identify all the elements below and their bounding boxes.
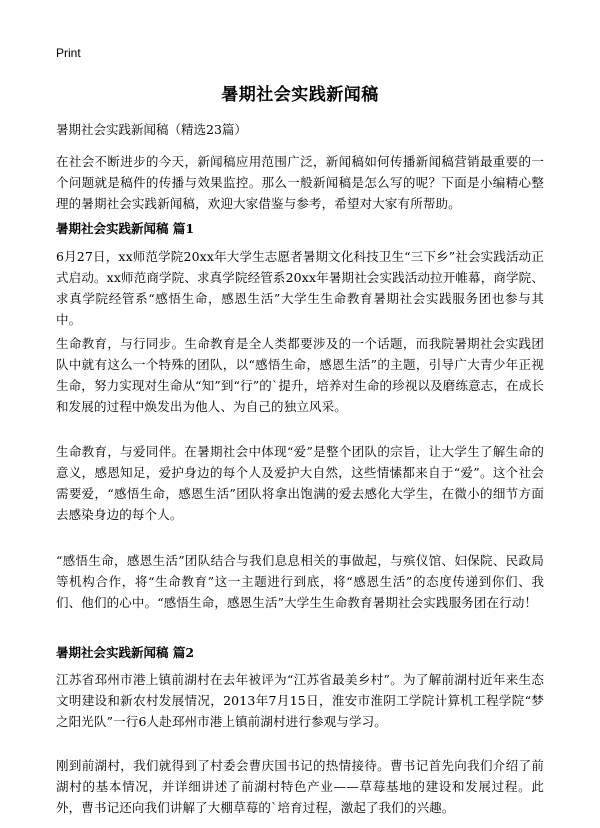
section-heading-2: 暑期社会实践新闻稿 篇2	[56, 645, 195, 660]
print-link[interactable]: Print	[56, 46, 81, 60]
intro-paragraph: 在社会不断进步的今天，新闻稿应用范围广泛，新闻稿如何传播新闻稿营销最重要的一个问题就是稿件的传播与效果监控。那么一般新闻稿是怎么写的呢？下面是小编精心整理的暑期社会实践新闻稿，欢迎大家借鉴与参考，希望对大家有所帮助。	[56, 154, 544, 211]
section-2-paragraph-2: 刚到前湖村，我们就得到了村委会曹庆国书记的热情接待。曹书记首先向我们介绍了前湖村的基本情况，并详细讲述了前湖村特色产业——草莓基地的建设和发展过程。此外，曹书记还向我们讲解了大棚草莓的`培育过程，激起了我们的兴趣。	[56, 758, 544, 815]
section-heading-1: 暑期社会实践新闻稿 篇1	[56, 221, 195, 236]
section-1-paragraph-1: 6月27日，xx师范学院20xx年大学生志愿者暑期文化科技卫生“三下乡”社会实践活动正式启动。xx师范商学院、求真学院经管系20xx年暑期社会实践活动拉开帷幕，商学院、求真学院经管系“感悟生命，感恩生活”大学生生命教育暑期社会实践服务团也参与其中。	[56, 249, 544, 327]
page-title: 暑期社会实践新闻稿	[221, 85, 379, 105]
article-subtitle: 暑期社会实践新闻稿（精选23篇）	[56, 122, 247, 137]
section-2-paragraph-1: 江苏省邳州市港上镇前湖村在去年被评为“江苏省最美乡村”。为了解前湖村近年来生态文明建设和新农村发展情况，2013年7月15日，淮安市淮阴工学院计算机工程学院“梦之阳光队”一行6人赴邳州市港上镇前湖村进行参观与学习。	[56, 672, 544, 729]
section-1-paragraph-4: “感悟生命，感恩生活”团队结合与我们息息相关的事做起，与殡仪馆、妇保院、民政局等机构合作，将“生命教育”这一主题进行到底，将“感恩生活”的态度传递到你们、我们、他们的心中。“感悟生命，感恩生活”大学生生命教育暑期社会实践服务团在行动！	[56, 553, 544, 610]
section-1-paragraph-3: 生命教育，与爱同伴。在暑期社会中体现“爱”是整个团队的宗旨，让大学生了解生命的意义，感恩知足，爱护身边的每个人及爱护大自然，这些情愫都来自于“爱”。这个社会需要爱，“感悟生命，感恩生活”团队将拿出饱满的爱去感化大学生，在微小的细节方面去感染身边的每个人。	[56, 444, 544, 522]
section-1-paragraph-2: 生命教育，与行同步。生命教育是全人类都要涉及的一个话题，而我院暑期社会实践团队中就有这么一个特殊的团队，以“感悟生命，感恩生活”的主题，引导广大青少年正视生命，努力实现对生命从“知”到“行”的`提升，培养对生命的珍视以及磨练意志，在成长和发展的过程中焕发出为他人、为自己的独立风采。	[56, 336, 544, 414]
